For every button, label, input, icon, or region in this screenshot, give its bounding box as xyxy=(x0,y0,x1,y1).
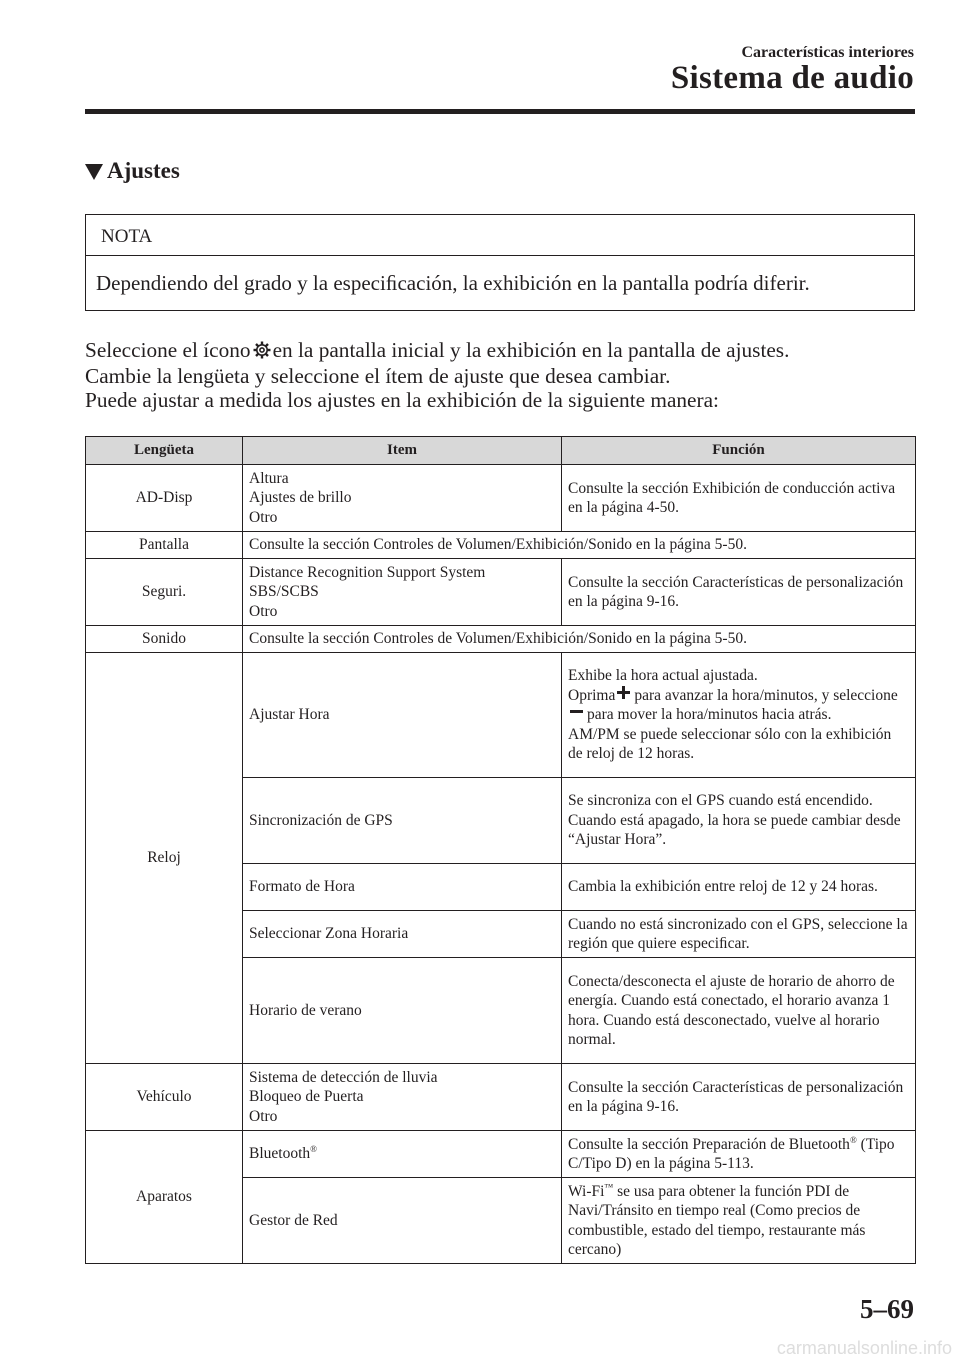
triangle-bullet-icon xyxy=(85,164,103,180)
function-cell: Consulte la sección Características de personalización en la página 9-16. xyxy=(562,559,916,626)
trademark-mark: ™ xyxy=(604,1181,614,1192)
item-cell xyxy=(243,1064,562,1131)
item-cell: Seleccionar Zona Horaria xyxy=(243,911,562,958)
note-label: NOTA xyxy=(86,215,914,256)
function-text: AM/PM se puede seleccionar sólo con la exhibición de reloj de 12 horas. xyxy=(568,725,892,763)
function-cell: Cambia la exhibición entre reloj de 12 y 24 horas. xyxy=(562,864,916,911)
function-cell xyxy=(562,1131,916,1178)
merged-cell: Consulte la sección Controles de Volumen/Exhibición/Sonido en la página 5-50. xyxy=(243,532,916,559)
minus-icon xyxy=(570,710,583,713)
gear-icon xyxy=(253,340,271,364)
function-text-part: (Tipo C/Tipo D) en la página 5-113. xyxy=(568,1135,895,1172)
merged-cell: Consulte la sección Controles de Volumen/Exhibición/Sonido en la página 5-50. xyxy=(243,626,916,653)
intro-line-2: Cambie la lengüeta y seleccione el ítem de ajuste que desea cambiar. xyxy=(85,364,671,388)
table-row xyxy=(86,465,916,532)
item-text: Bloqueo de Puerta xyxy=(249,1088,364,1106)
registered-mark: ® xyxy=(310,1144,317,1155)
function-text: Exhibe la hora actual ajustada. xyxy=(568,667,758,685)
item-cell: Horario de verano xyxy=(243,958,562,1064)
item-text: Otro xyxy=(249,602,278,620)
item-cell: Ajustar Hora xyxy=(243,653,562,778)
function-cell: Consulte la sección Características de personalización en la página 9-16. xyxy=(562,1064,916,1131)
function-text-part: Consulte la sección Preparación de Bluetooth xyxy=(568,1135,850,1153)
table-row xyxy=(86,559,916,626)
tab-cell: Sonido xyxy=(86,626,243,653)
function-cell: Cuando no está sincronizado con el GPS, seleccione la región que quiere especiﬁcar. xyxy=(562,911,916,958)
tab-cell: Seguri. xyxy=(86,559,243,626)
settings-table xyxy=(85,436,916,1264)
section-heading xyxy=(85,158,180,184)
item-text: Otro xyxy=(249,508,278,526)
tab-cell: Pantalla xyxy=(86,532,243,559)
item-text: SBS/SCBS xyxy=(249,583,319,601)
item-text: Sistema de detección de lluvia xyxy=(249,1068,438,1086)
intro-paragraph xyxy=(85,338,789,412)
item-text: Bluetooth xyxy=(249,1145,311,1163)
intro-line-1-end: en la pantalla inicial y la exhibición en la pantalla de ajustes. xyxy=(272,338,790,362)
tab-cell: Vehículo xyxy=(86,1064,243,1131)
header-function: Función xyxy=(562,437,916,465)
table-header-row xyxy=(86,437,916,465)
table-row xyxy=(86,626,916,653)
header-rule xyxy=(85,109,915,114)
note-text: Dependiendo del grado y la especiﬁcación, la exhibición en la pantalla podría diferir. xyxy=(96,271,810,295)
chapter-subtitle: Características interiores xyxy=(741,44,914,61)
item-cell xyxy=(243,559,562,626)
item-cell: Formato de Hora xyxy=(243,864,562,911)
table-row xyxy=(86,532,916,559)
watermark: carmanualsonline.info xyxy=(776,1338,952,1358)
function-text-part: para avanzar la hora/minutos, y seleccione xyxy=(634,686,898,704)
plus-icon xyxy=(617,686,630,699)
tab-cell: Aparatos xyxy=(86,1131,243,1264)
registered-mark: ® xyxy=(849,1134,857,1145)
tab-cell: AD-Disp xyxy=(86,465,243,532)
item-cell xyxy=(243,465,562,532)
function-cell: Consulte la sección Exhibición de conducción activa en la página 4-50. xyxy=(562,465,916,532)
function-text-part: para mover la hora/minutos hacia atrás. xyxy=(587,706,832,724)
item-text: Otro xyxy=(249,1107,278,1125)
page-number: 5–69 xyxy=(860,1294,914,1324)
function-cell: Conecta/desconecta el ajuste de horario de ahorro de energía. Cuando está conectado, el horario avanza 1 hora. Cuando está desconectado, vuelve al horario normal. xyxy=(562,958,916,1064)
intro-line-3: Puede ajustar a medida los ajustes en la exhibición de la siguiente manera: xyxy=(85,388,719,412)
function-cell: Se sincroniza con el GPS cuando está encendido. Cuando está apagado, la hora se puede cambiar desde “Ajustar Hora”. xyxy=(562,778,916,864)
item-cell xyxy=(243,1131,562,1178)
tab-cell: Reloj xyxy=(86,653,243,1064)
item-cell: Sincronización de GPS xyxy=(243,778,562,864)
intro-line-1 xyxy=(85,338,789,364)
table-row xyxy=(86,1131,916,1178)
table-row xyxy=(86,653,916,778)
function-cell xyxy=(562,1178,916,1264)
chapter-title: Sistema de audio xyxy=(670,60,914,96)
function-text-part: Wi-Fi xyxy=(568,1182,605,1200)
table-row xyxy=(86,1064,916,1131)
function-text xyxy=(568,686,909,725)
item-cell: Gestor de Red xyxy=(243,1178,562,1264)
item-text: Ajustes de brillo xyxy=(249,489,352,507)
intro-line-1-start: Seleccione el ícono xyxy=(85,338,251,362)
header-tab: Lengüeta xyxy=(86,437,243,465)
function-cell xyxy=(562,653,916,778)
item-text: Altura xyxy=(249,469,289,487)
header-item: Item xyxy=(243,437,562,465)
item-text: Distance Recognition Support System xyxy=(249,563,486,581)
function-text-part: se usa para obtener la función PDI de Navi/Tránsito en tiempo real (Como precios de combustible, estado del tiempo, restaurante más cercano) xyxy=(568,1182,866,1258)
note-box xyxy=(85,214,915,311)
section-title: Ajustes xyxy=(107,158,180,183)
function-text-part: Oprima xyxy=(568,686,616,704)
